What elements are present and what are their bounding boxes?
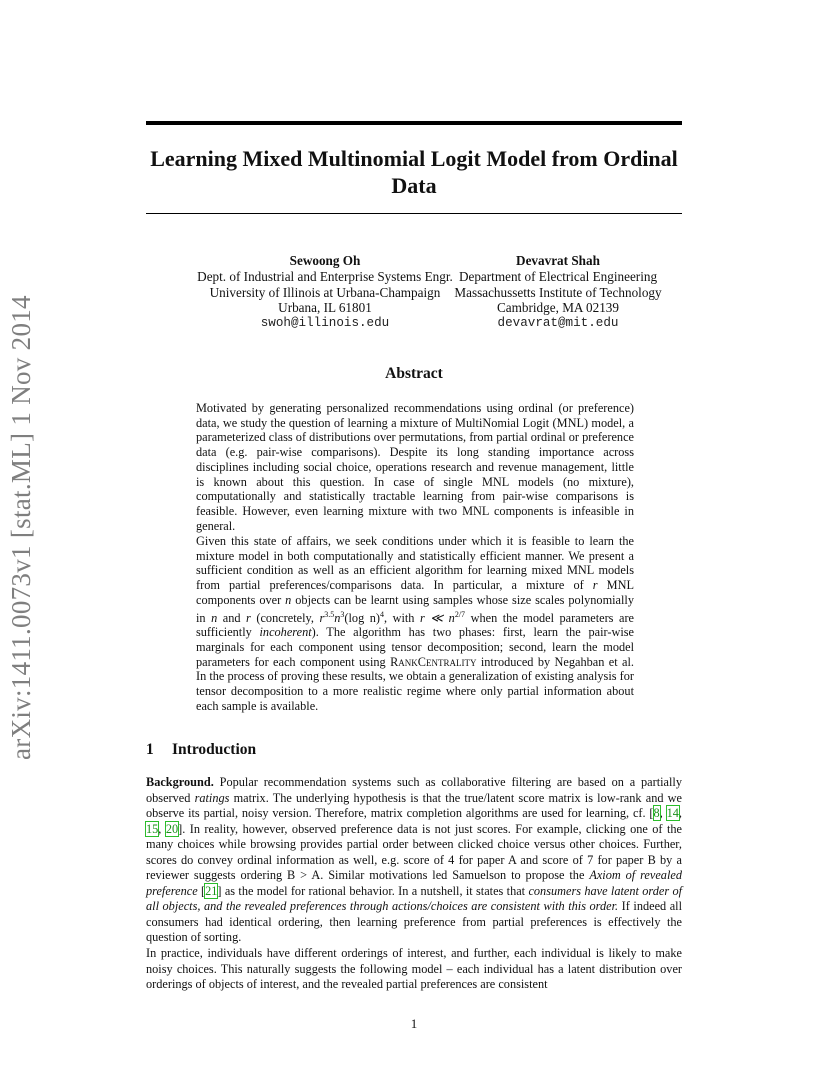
intro-paragraph-2: In practice, individuals have different orderings of interest, and further, each individual is likely to make noisy choices. This naturally suggests the following model – each individual has a latent distribution over orderings of objects of interest, and the revealed partial preferences are consistent [146, 946, 682, 991]
author-affiliation: Dept. of Industrial and Enterprise Systems Engr. [197, 268, 453, 284]
author-affiliation: Department of Electrical Engineering [458, 268, 658, 284]
author-name: Sewoong Oh [289, 253, 361, 268]
abstract-paragraph-1: Motivated by generating personalized recommendations using ordinal (or preference) data, we study the question of learning a mixture of MultiNomial Logit (MNL) model, a parameterized class of distributions over permutations, from partial ordinal or preference data (e.g. pair-wise comparisons). Despite its long standing importance across disciplines including social choice, operations research and revenue management, little is known about this question. In case of single MNL models (no mixture), computationally and statistically tractable learning from pair-wise comparisons is feasible. However, even learning mixture with two MNL components is infeasible in general. [196, 401, 634, 533]
arxiv-stamp: arXiv:1411.0073v1 [stat.ML] 1 Nov 2014 [6, 295, 36, 760]
author-block-2 [438, 253, 678, 332]
paper-title: Learning Mixed Multinomial Logit Model from Ordinal Data [150, 146, 678, 198]
intro-paragraph-1: Background. Popular recommendation systems such as collaborative filtering are based on a partially observed ratings matrix. The underlying hypothesis is that the true/latent score matrix is low-rank and we observe its partial, noisy version. Therefore, matrix completion algorithms are used for learning, cf. [8, 14, 15, 20]. In reality, however, observed preference data is not just scores. For example, clicking one of the many choices while browsing provides partial order between clicked choice versus other choices. Further, scores do convey ordinal information as well, e.g. score of 4 for paper A and score of 7 for paper B by a reviewer suggests ordering B > A. Similar motivations led Samuelson to propose the Axiom of revealed preference [21] as the model for rational behavior. In a nutshell, it states that consumers have latent order of all objects, and the revealed preferences through actions/choices are consistent with this order. If indeed all consumers had identical ordering, then learning preference from partial preferences is effectively the question of sorting. [146, 775, 683, 944]
author-name: Devavrat Shah [516, 253, 600, 268]
section-title: Introduction [172, 741, 257, 758]
citation-link[interactable]: 15 [146, 821, 159, 836]
section-heading [146, 741, 256, 759]
background-label: Background. [146, 775, 214, 789]
page-number: 1 [410, 1016, 418, 1031]
title-bottom-rule [146, 213, 682, 214]
abstract-paragraph-2: Given this state of affairs, we seek conditions under which it is feasible to learn the mixture model in both computationally and statistically efficient manner. We present a sufficient condition as well as an efficient algorithm for learning mixed MNL models from partial preferences/comparisons data. In particular, a mixture of r MNL components over n objects can be learnt using samples whose size scales polynomially in n and r (concretely, $r^{3.5}n^3(\log$ n)$^4$, with r ≪ $n^{2/7}$ when the model parameters are sufficiently incoherent). The algorithm has two phases: first, learn the pair-wise marginals for each component using tensor decomposition; second, learn the model parameters for each component using RankCentrality introduced by Negahban et al. In the process of proving these results, we obtain a generalization of existing analysis for tensor decomposition to a more realistic regime where only partial information about each sample is available. [196, 534, 634, 713]
author-email: swoh@illinois.edu [260, 316, 390, 331]
section-number: 1 [146, 741, 154, 758]
title-top-rule [146, 121, 682, 125]
author-affiliation: Massachussetts Institute of Technology [454, 284, 662, 300]
citation-link[interactable]: 8 [653, 806, 660, 820]
abstract-heading: Abstract [385, 365, 443, 382]
citation-link[interactable]: 20 [165, 821, 179, 836]
author-affiliation: University of Illinois at Urbana-Champaign [209, 284, 441, 300]
citation-link[interactable]: 21 [205, 883, 218, 898]
citation-link[interactable]: 14 [666, 806, 679, 820]
author-address: Urbana, IL 61801 [278, 300, 372, 316]
author-address: Cambridge, MA 02139 [497, 300, 619, 316]
author-email: devavrat@mit.edu [497, 316, 619, 331]
